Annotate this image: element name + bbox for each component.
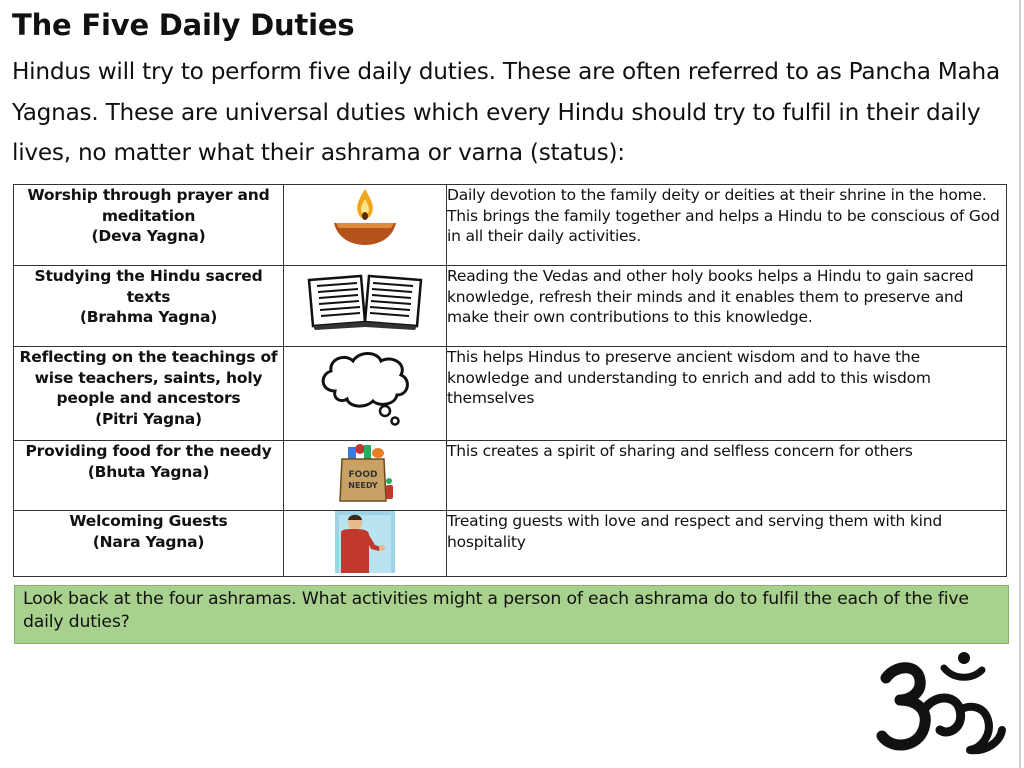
table-row: [14, 185, 1007, 266]
diya-lamp-icon: [330, 185, 400, 251]
open-book-icon: [303, 266, 427, 332]
duty-sanskrit-name: (Brahma Yagna): [79, 308, 218, 326]
duty-description: This creates a spirit of sharing and selfless concern for others: [447, 441, 1007, 511]
duty-name-cell: [14, 441, 284, 511]
duty-picture-cell: [284, 347, 447, 441]
question-box: Look back at the four ashramas. What activities might a person of each ashrama do to fulfil the each of the five daily duties?: [14, 585, 1009, 644]
duty-sanskrit-name: (Bhuta Yagna): [87, 462, 210, 481]
page-edge-line: [1019, 0, 1021, 768]
duty-description: This helps Hindus to preserve ancient wisdom and to have the knowledge and understanding to enrich and add to this wisdom themselves: [447, 347, 1007, 441]
duty-picture-cell: [284, 266, 447, 347]
duty-name: Reflecting on the teachings of wise teachers, saints, holy people and ancestors: [19, 348, 278, 407]
table-row: [14, 266, 1007, 347]
duty-picture-cell: [284, 441, 447, 511]
duty-name: Worship through prayer and meditation: [27, 186, 270, 225]
table-row: [14, 511, 1007, 577]
duty-name-cell: [14, 185, 284, 266]
duty-sanskrit-name: (Pitri Yagna): [95, 409, 202, 428]
table-row: [14, 441, 1007, 511]
om-symbol-icon: [874, 650, 1014, 760]
duty-description: Reading the Vedas and other holy books helps a Hindu to gain sacred knowledge, refresh their minds and it enables them to preserve and make their own contributions to this knowledge.: [447, 266, 1007, 347]
page-title: The Five Daily Duties: [12, 8, 355, 42]
duty-picture-cell: [284, 185, 447, 266]
duty-sanskrit-name: (Deva Yagna): [91, 227, 206, 245]
duty-description: Treating guests with love and respect and serving them with kind hospitality: [447, 511, 1007, 577]
table-row: [14, 347, 1007, 441]
duty-description: Daily devotion to the family deity or deities at their shrine in the home. This brings the family together and helps a Hindu to be conscious of God in all their daily activities.: [447, 185, 1007, 266]
duty-name: Welcoming Guests: [69, 512, 228, 530]
duty-sanskrit-name: (Nara Yagna): [92, 532, 205, 551]
svg-text:FOOD: FOOD: [348, 470, 378, 480]
duty-name: Providing food for the needy: [25, 442, 272, 460]
food-bag-icon: [334, 441, 396, 505]
duty-name-cell: [14, 511, 284, 577]
duty-name: Studying the Hindu sacred texts: [34, 267, 263, 306]
intro-paragraph: Hindus will try to perform five daily duties. These are often referred to as Pancha Maha Yagnas. These are universal duties which every Hindu should try to fulfil in their daily lives, no matter what their ashrama or varna (status):: [12, 58, 1000, 166]
duty-name-cell: [14, 347, 284, 441]
duties-table: [13, 184, 1007, 577]
welcoming-host-icon: [335, 511, 395, 573]
duty-name-cell: [14, 266, 284, 347]
thought-cloud-icon: [315, 347, 415, 431]
duty-picture-cell: [284, 511, 447, 577]
svg-text:NEEDY: NEEDY: [348, 481, 378, 490]
